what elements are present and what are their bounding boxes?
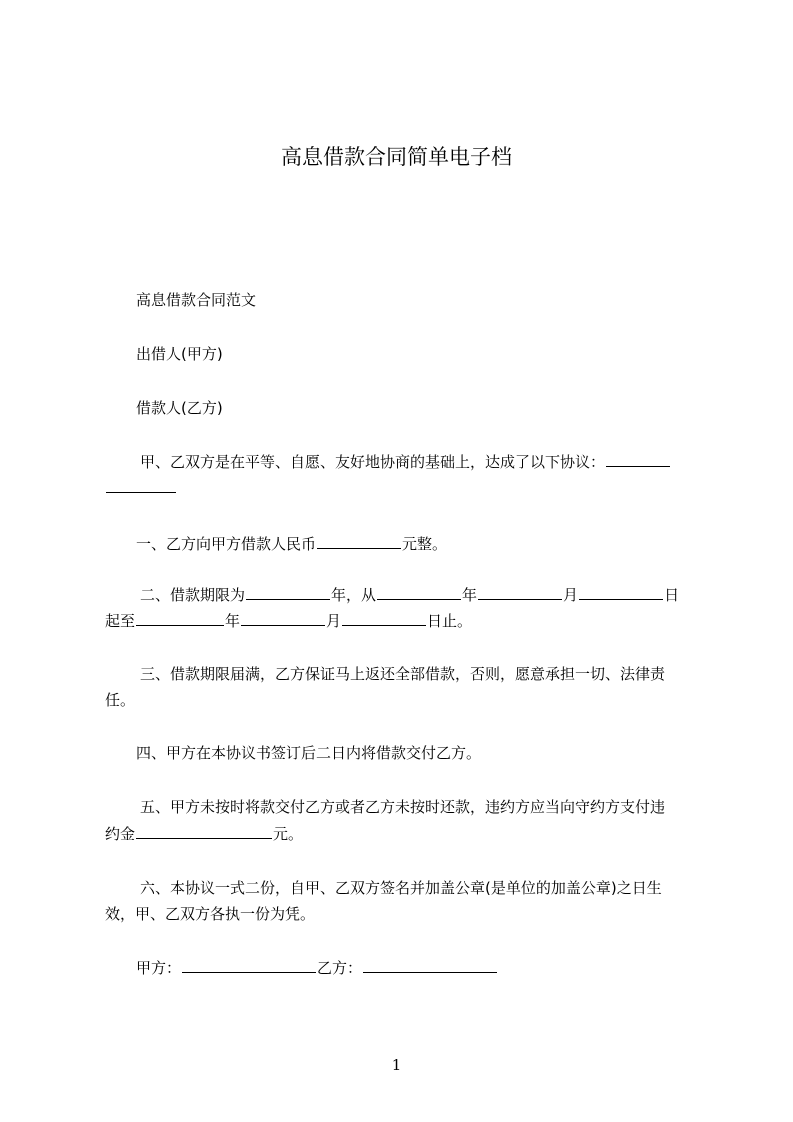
- penalty-blank: [136, 824, 272, 839]
- end-year-blank: [136, 611, 224, 626]
- intro-text: 甲、乙双方是在平等、自愿、友好地协商的基础上，达成了以下协议：: [140, 453, 606, 471]
- clause-1-text: 一、乙方向甲方借款人民币: [136, 535, 317, 553]
- party-a-signature-blank: [182, 958, 316, 973]
- clause-2-text-3: 年: [462, 586, 478, 604]
- clause-2-text-1: 二、借款期限为: [140, 586, 246, 604]
- end-day-blank: [342, 611, 426, 626]
- intro-continuation: [105, 478, 177, 498]
- start-month-blank: [478, 585, 562, 600]
- clause-1: [136, 534, 447, 554]
- clause-2-line-1: [140, 585, 679, 605]
- clause-3-line-1: 三、借款期限届满，乙方保证马上返还全部借款，否则，愿意承担一切、法律责: [140, 665, 666, 683]
- clause-5-suffix: 元。: [273, 825, 304, 843]
- party-b-label: 乙方：: [317, 959, 363, 977]
- clause-6-line-2: 效，甲、乙双方各执一份为凭。: [105, 905, 316, 923]
- intro-blank-line-2: [106, 478, 176, 493]
- intro-paragraph: [140, 452, 671, 472]
- clause-2-text-8: 月: [326, 612, 342, 630]
- clause-5-line-2: [105, 824, 303, 844]
- clause-5-line-1: 五、甲方未按时将款交付乙方或者乙方未按时还款，违约方应当向守约方支付违: [140, 798, 666, 816]
- start-day-blank: [579, 585, 663, 600]
- intro-blank-line: [606, 452, 670, 467]
- clause-1-suffix: 元整。: [402, 535, 448, 553]
- document-title: 高息借款合同简单电子档: [281, 145, 512, 169]
- clause-2-text-2: 年，从: [331, 586, 377, 604]
- start-year-blank: [377, 585, 461, 600]
- clause-2-text-6: 起至: [105, 612, 136, 630]
- signature-line: [136, 958, 498, 978]
- clause-6-line-1: 六、本协议一式二份，自甲、乙双方签名并加盖公章(是单位的加盖公章)之日生: [140, 879, 662, 897]
- page-number: 1: [391, 1056, 402, 1074]
- clause-2-text-7: 年: [225, 612, 241, 630]
- document-subtitle: 高息借款合同范文: [136, 291, 257, 309]
- term-years-blank: [246, 585, 330, 600]
- clause-2-text-4: 月: [563, 586, 579, 604]
- lender-label: 出借人(甲方): [136, 345, 223, 363]
- clause-3-line-2: 任。: [105, 691, 136, 709]
- amount-blank: [317, 534, 401, 549]
- borrower-label: 借款人(乙方): [136, 399, 223, 417]
- end-month-blank: [241, 611, 325, 626]
- clause-2-line-2: [105, 611, 472, 631]
- clause-2-text-5: 日: [664, 586, 680, 604]
- clause-2-text-9: 日止。: [427, 612, 473, 630]
- party-b-signature-blank: [363, 958, 497, 973]
- clause-4: 四、甲方在本协议书签订后二日内将借款交付乙方。: [136, 744, 482, 762]
- party-a-label: 甲方：: [136, 959, 182, 977]
- clause-5-text: 约金: [105, 825, 136, 843]
